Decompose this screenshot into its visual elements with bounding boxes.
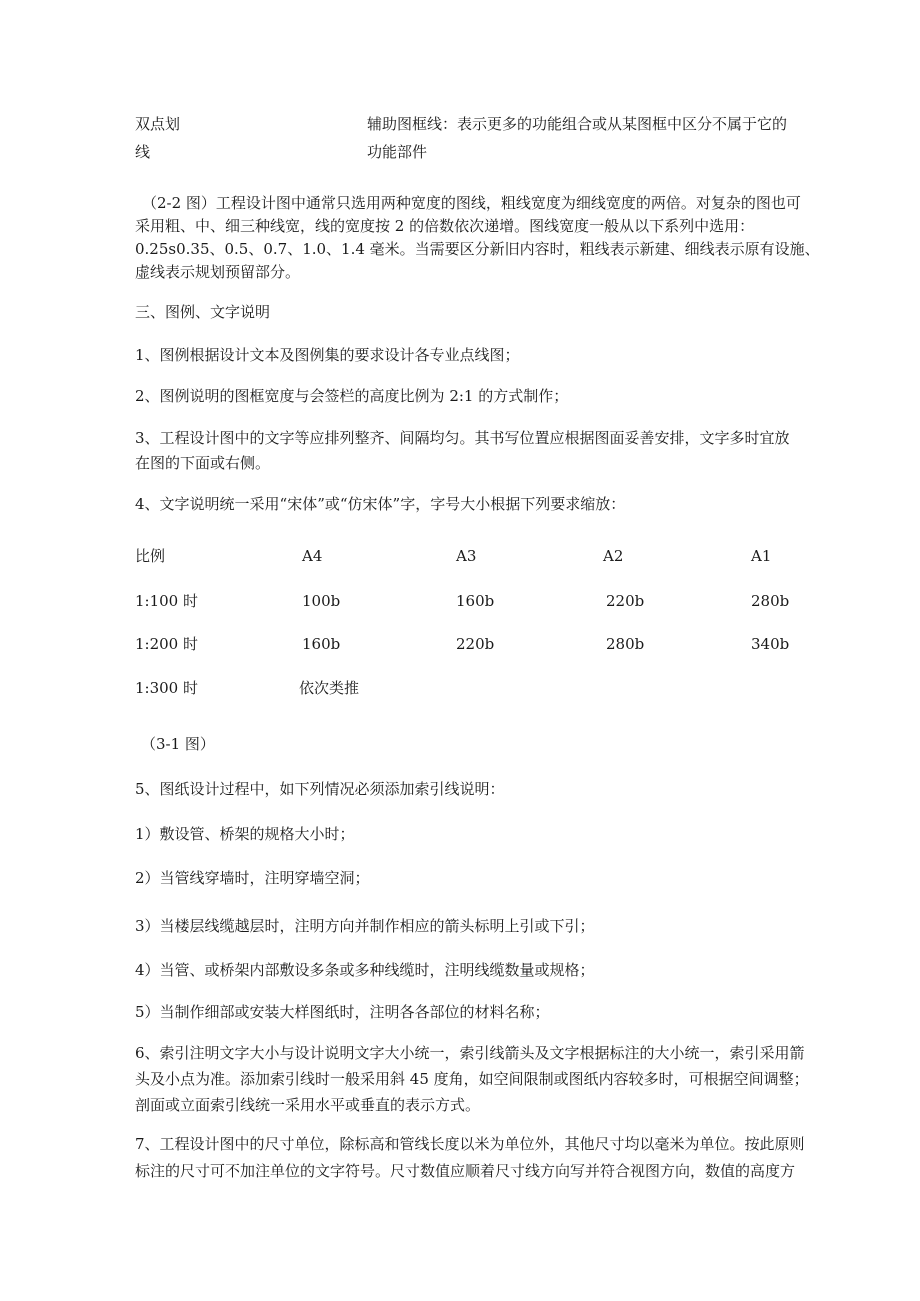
paragraph-2-2 bbox=[135, 192, 820, 284]
table-cell: 280b bbox=[606, 635, 645, 653]
table-header-cell: A3 bbox=[456, 547, 477, 565]
legend-term-line1: 双点划 bbox=[135, 115, 181, 133]
list-item-7-line: 标注的尺寸可不加注单位的文字符号。尺寸数值应顺着尺寸线方向写并符合视图方向，数值的高度方 bbox=[135, 1162, 796, 1180]
table-cell: 280b bbox=[751, 592, 790, 610]
list-item-4: 4、文字说明统一采用“宋体”或“仿宋体”字，字号大小根据下列要求缩放： bbox=[135, 495, 626, 513]
list-item-7 bbox=[135, 1131, 805, 1185]
table-cell: 220b bbox=[606, 592, 645, 610]
table-cell: 220b bbox=[456, 635, 495, 653]
table-cell: 100b bbox=[302, 592, 341, 610]
list-item-3 bbox=[135, 426, 790, 476]
list-item-5: 5、图纸设计过程中，如下列情况必须添加索引线说明： bbox=[135, 780, 505, 798]
list-item-3-line: 3、工程设计图中的文字等应排列整齐、间隔均匀。其书写位置应根据图面妥善安排，文字多时宜放 bbox=[135, 429, 790, 447]
sub-item: 5）当制作细部或安装大样图纸时，注明各各部位的材料名称； bbox=[135, 1003, 550, 1021]
table-header-cell: A2 bbox=[603, 547, 624, 565]
table-cell: 160b bbox=[456, 592, 495, 610]
legend-desc-line2: 功能部件 bbox=[367, 143, 428, 161]
list-item-6-line: 6、索引注明文字大小与设计说明文字大小统一，索引线箭头及文字根据标注的大小统一，索引采用箭 bbox=[135, 1044, 805, 1062]
legend-term-line2: 线 bbox=[135, 143, 151, 161]
list-item-6-line: 剖面或立面索引线统一采用水平或垂直的表示方式。 bbox=[135, 1096, 481, 1114]
table-cell: 依次类推 bbox=[299, 679, 360, 697]
sub-item: 2）当管线穿墙时，注明穿墙空洞； bbox=[135, 869, 370, 887]
table-cell: 1:100 时 bbox=[135, 592, 198, 610]
sub-item: 1）敷设管、桥架的规格大小时； bbox=[135, 825, 355, 843]
paragraph-line: （2-2 图）工程设计图中通常只选用两种宽度的图线，粗线宽度为细线宽度的两倍。对复杂的图也可 bbox=[142, 194, 801, 212]
list-item-6-line: 头及小点为准。添加索引线时一般采用斜 45 度角，如空间限制或图纸内容较多时，可根据空间调整； bbox=[135, 1070, 809, 1088]
paragraph-line: 0.25s0.35、0.5、0.7、1.0、1.4 毫米。当需要区分新旧内容时，粗线表示新建、细线表示原有设施、 bbox=[135, 240, 820, 258]
section-heading: 三、图例、文字说明 bbox=[135, 303, 271, 321]
table-header-cell: 比例 bbox=[135, 547, 166, 565]
paragraph-line: 虚线表示规划预留部分。 bbox=[135, 263, 301, 281]
paragraph-line: 采用粗、中、细三种线宽，线的宽度按 2 的倍数依次递增。图线宽度一般从以下系列中选用： bbox=[135, 217, 755, 235]
figure-caption: （3-1 图） bbox=[141, 735, 215, 753]
list-item-2: 2、图例说明的图框宽度与会签栏的高度比例为 2:1 的方式制作； bbox=[135, 387, 569, 405]
table-cell: 1:200 时 bbox=[135, 635, 198, 653]
list-item-7-line: 7、工程设计图中的尺寸单位，除标高和管线长度以米为单位外，其他尺寸均以毫米为单位。按此原则 bbox=[135, 1135, 805, 1153]
sub-item: 4）当管、或桥架内部敷设多条或多种线缆时，注明线缆数量或规格； bbox=[135, 961, 595, 979]
legend-desc-line1: 辅助图框线：表示更多的功能组合或从某图框中区分不属于它的 bbox=[367, 115, 788, 133]
table-header-cell: A1 bbox=[751, 547, 772, 565]
list-item-6 bbox=[135, 1040, 809, 1118]
table-cell: 160b bbox=[302, 635, 341, 653]
legend-term bbox=[135, 112, 180, 164]
sub-item: 3）当楼层线缆越层时，注明方向并制作相应的箭头标明上引或下引； bbox=[135, 917, 595, 935]
list-item-1: 1、图例根据设计文本及图例集的要求设计各专业点线图； bbox=[135, 346, 520, 364]
legend-description bbox=[367, 112, 787, 164]
list-item-3-line: 在图的下面或右侧。 bbox=[135, 454, 271, 472]
table-cell: 340b bbox=[751, 635, 790, 653]
table-cell: 1:300 时 bbox=[135, 679, 198, 697]
table-header-cell: A4 bbox=[302, 547, 323, 565]
